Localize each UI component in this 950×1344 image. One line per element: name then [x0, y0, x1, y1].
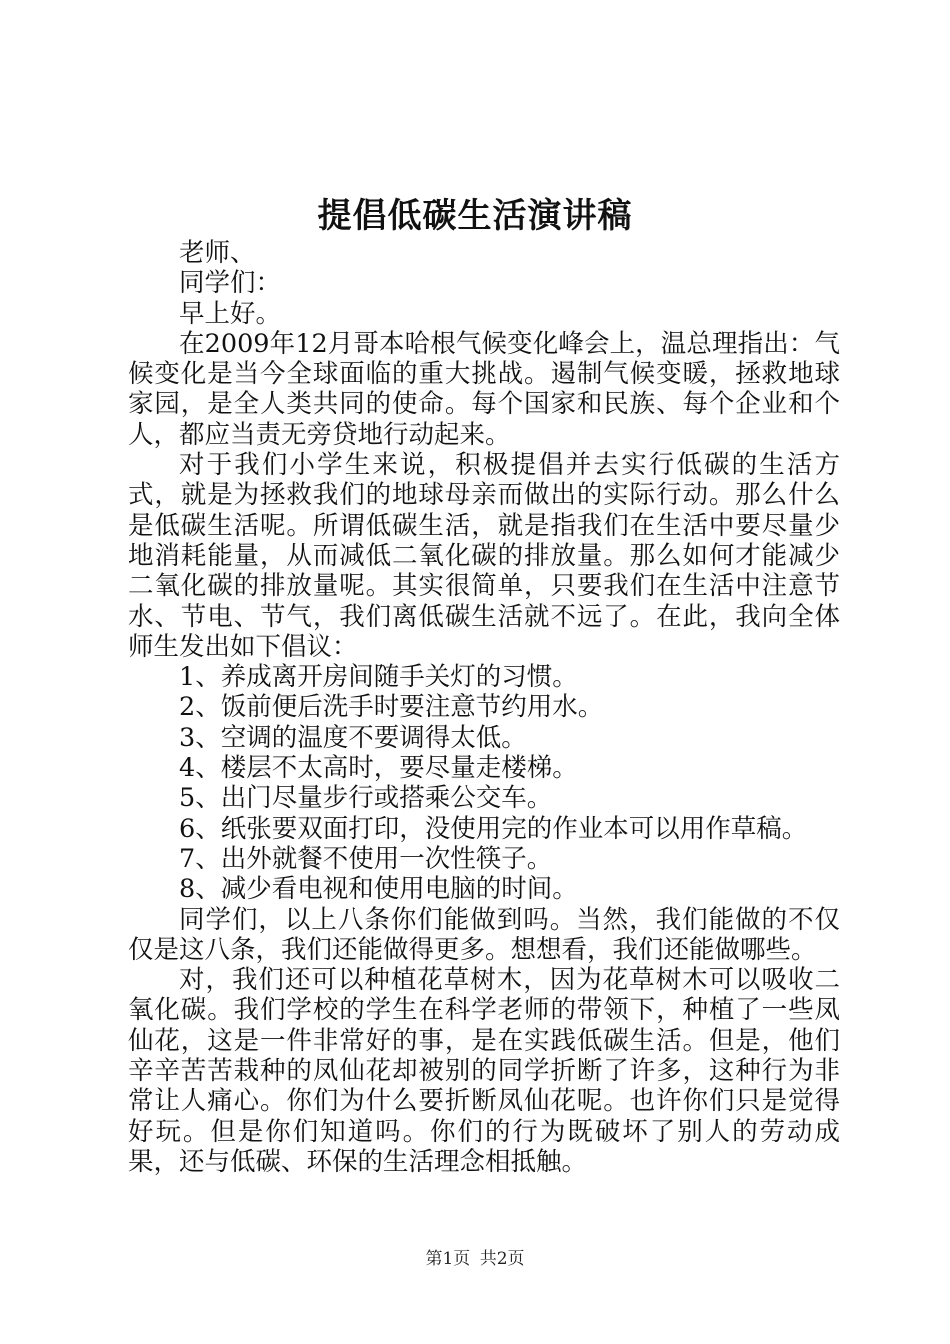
- document-body: [128, 238, 840, 1177]
- proposal-item-5: 5、出门尽量步行或搭乘公交车。: [179, 783, 553, 814]
- proposal-item-8: 8、减少看电视和使用电脑的时间。: [179, 874, 578, 905]
- page-number: 第1页: [425, 1249, 471, 1269]
- greeting: 早上好。: [179, 298, 282, 329]
- proposal-item-7: 7、出外就餐不使用一次性筷子。: [179, 843, 553, 874]
- salutation-teachers: 老师、: [179, 238, 256, 268]
- proposal-item-1: 1、养成离开房间随手关灯的习惯。: [179, 662, 578, 693]
- paragraph-plant-trees: 对，我们还可以种植花草树木，因为花草树木可以吸收二氧化碳。我们学校的学生在科学老师的带领下，种植了一些凤仙花，这是一件非常好的事，是在实践低碳生活。但是，他们辛辛苦苦栽种的凤仙花却被别的同学折断了许多，这种行为非常让人痛心。你们为什么要折断凤仙花呢。也许你们只是觉得好玩。但是你们知道吗。你们的行为既破坏了别人的劳动成果，还与低碳、环保的生活理念相抵触。: [128, 965, 840, 1177]
- document-title: 提倡低碳生活演讲稿: [317, 196, 633, 236]
- proposal-item-2: 2、饭前便后洗手时要注意节约用水。: [179, 692, 604, 723]
- salutation-students: 同学们：: [179, 268, 282, 299]
- paragraph-can-you-do-it: 同学们，以上八条你们能做到吗。当然，我们能做的不仅仅是这八条，我们还能做得更多。想想看，我们还能做哪些。: [128, 904, 840, 965]
- proposal-item-3: 3、空调的温度不要调得太低。: [179, 722, 527, 753]
- paragraph-intro: 在2009年12月哥本哈根气候变化峰会上，温总理指出：气候变化是当今全球面临的重大挑战。遏制气候变暖，拯救地球家园，是全人类共同的使命。每个国家和民族、每个企业和个人，都应当责无旁贷地行动起来。: [128, 328, 840, 450]
- paragraph-low-carbon-definition: 对于我们小学生来说，积极提倡并去实行低碳的生活方式，就是为拯救我们的地球母亲而做出的实际行动。那么什么是低碳生活呢。所谓低碳生活，就是指我们在生活中要尽量少地消耗能量，从而减低二氧化碳的排放量。那么如何才能减少二氧化碳的排放量呢。其实很简单，只要我们在生活中注意节水、节电、节气，我们离低碳生活就不远了。在此，我向全体师生发出如下倡议：: [128, 450, 840, 662]
- page-footer: [0, 1244, 950, 1269]
- proposal-item-6: 6、纸张要双面打印，没使用完的作业本可以用作草稿。: [179, 813, 808, 844]
- proposal-item-4: 4、楼层不太高时，要尽量走楼梯。: [179, 753, 578, 784]
- page-total: 共2页: [479, 1249, 525, 1269]
